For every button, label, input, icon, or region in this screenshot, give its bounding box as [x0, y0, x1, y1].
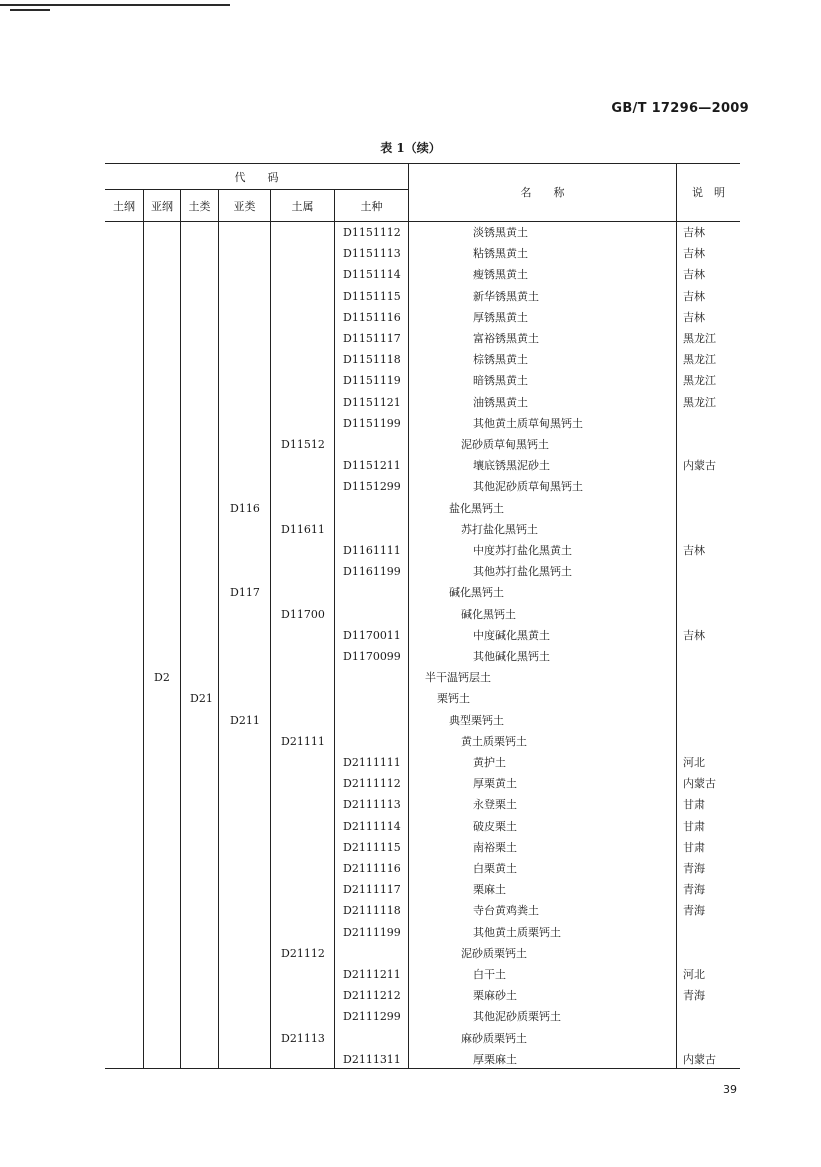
code-cell-c6: D1161199	[343, 565, 401, 579]
scan-mark-2	[10, 9, 50, 11]
table-row	[105, 943, 740, 964]
name-cell: 半干温钙层土	[425, 671, 491, 685]
table-row	[105, 752, 740, 773]
table-caption: 表 1（续）	[380, 141, 441, 155]
code-cell-c6: D2111113	[343, 798, 401, 812]
soil-code-table	[105, 163, 740, 1069]
table-row	[105, 667, 740, 688]
note-cell: 吉林	[683, 289, 705, 303]
table-row	[105, 370, 740, 391]
code-cell-c6: D2111118	[343, 904, 401, 918]
table-row	[105, 816, 740, 837]
code-cell-c6: D1170011	[343, 628, 401, 642]
table-row	[105, 434, 740, 455]
name-cell: 典型栗钙土	[449, 713, 504, 727]
table-row	[105, 498, 740, 519]
name-cell: 中度苏打盐化黑黄土	[473, 544, 572, 557]
code-cell-c5: D21111	[281, 734, 325, 748]
name-cell: 厚栗麻土	[473, 1052, 517, 1066]
table-row	[105, 540, 740, 561]
table-row	[105, 794, 740, 815]
name-cell: 栗麻砂土	[473, 989, 517, 1003]
table-row	[105, 328, 740, 349]
note-cell: 吉林	[683, 268, 705, 282]
code-cell-c6: D2111311	[343, 1052, 401, 1066]
table-row	[105, 731, 740, 752]
name-cell: 黄护土	[473, 756, 506, 769]
code-cell-c6: D1151118	[343, 353, 401, 367]
note-header: 说 明	[692, 186, 725, 199]
note-cell: 河北	[683, 756, 705, 769]
name-cell: 南裕栗土	[473, 840, 517, 854]
table-row	[105, 307, 740, 328]
col-header-subgroup: 亚类	[233, 200, 256, 213]
col-header-series: 土种	[360, 200, 383, 213]
col-header-family: 土属	[291, 200, 314, 213]
code-cell-c6: D2111116	[343, 862, 401, 875]
code-cell-c5: D11611	[281, 522, 325, 536]
note-cell: 吉林	[683, 226, 705, 239]
standard-number: GB/T 17296—2009	[611, 101, 749, 116]
note-cell: 内蒙古	[683, 777, 716, 791]
code-cell-c6: D1151116	[343, 310, 401, 324]
table-row	[105, 1028, 740, 1049]
name-cell: 其他碱化黑钙土	[473, 650, 550, 663]
name-cell: 其他苏打盐化黑钙土	[473, 565, 572, 579]
note-cell: 青海	[683, 883, 705, 897]
note-cell: 吉林	[683, 310, 705, 324]
name-cell: 白栗黄土	[473, 862, 517, 875]
table-row	[105, 900, 740, 921]
note-cell: 甘肃	[683, 798, 705, 812]
code-cell-c6: D2111212	[343, 989, 401, 1003]
table-row	[105, 773, 740, 794]
code-group-header: 代 码	[234, 171, 279, 184]
table-row	[105, 519, 740, 540]
note-cell: 黑龙江	[683, 374, 716, 388]
table-row	[105, 286, 740, 307]
name-cell: 淡锈黑黄土	[473, 226, 528, 239]
name-cell: 碱化黑钙土	[449, 586, 504, 600]
code-cell-c6: D1161111	[343, 544, 401, 557]
code-cell-c5: D11512	[281, 438, 325, 451]
code-cell-c6: D1151119	[343, 374, 401, 388]
name-cell: 麻砂质栗钙土	[461, 1031, 527, 1045]
code-cell-c4: D117	[230, 586, 260, 600]
name-cell: 其他泥砂质草甸黑钙土	[473, 480, 583, 494]
name-cell: 其他黄土质栗钙土	[473, 925, 561, 939]
code-cell-c5: D21112	[281, 946, 325, 960]
code-cell-c5: D11700	[281, 607, 325, 621]
table-row	[105, 858, 740, 879]
table-row	[105, 476, 740, 497]
name-cell: 粘锈黑黄土	[473, 247, 528, 261]
col-header-suborder: 亚纲	[151, 200, 173, 213]
table-row	[105, 243, 740, 264]
note-cell: 内蒙古	[683, 459, 716, 473]
note-cell: 青海	[683, 989, 705, 1003]
code-cell-c6: D2111211	[343, 968, 401, 981]
code-cell-c6: D2111299	[343, 1010, 401, 1024]
table-row	[105, 582, 740, 603]
table-row	[105, 349, 740, 370]
name-cell: 泥砂质草甸黑钙土	[461, 438, 549, 451]
code-cell-c6: D1151211	[343, 459, 401, 473]
table-row	[105, 985, 740, 1006]
note-cell: 黑龙江	[683, 353, 716, 367]
note-cell: 黑龙江	[683, 395, 716, 409]
name-header: 名 称	[520, 186, 565, 199]
note-cell: 吉林	[683, 247, 705, 261]
name-cell: 暗锈黑黄土	[473, 374, 528, 388]
name-cell: 壤底锈黑泥砂土	[473, 459, 550, 473]
name-cell: 厚栗黄土	[473, 777, 517, 791]
table-row	[105, 1006, 740, 1027]
code-cell-c4: D116	[230, 501, 260, 515]
note-cell: 甘肃	[683, 840, 705, 854]
name-cell: 富裕锈黑黄土	[473, 332, 539, 345]
name-cell: 苏打盐化黑钙土	[461, 522, 538, 536]
page-number: 39	[723, 1083, 737, 1096]
name-cell: 盐化黑钙土	[449, 501, 504, 515]
note-cell: 吉林	[683, 628, 705, 642]
name-cell: 碱化黑钙土	[461, 607, 516, 621]
name-cell: 破皮栗土	[473, 819, 517, 833]
name-cell: 寺台黄鸡粪土	[473, 904, 539, 918]
code-cell-c4: D211	[230, 713, 260, 727]
table-row	[105, 837, 740, 858]
name-cell: 泥砂质栗钙土	[461, 946, 527, 960]
note-cell: 黑龙江	[683, 332, 716, 345]
table-row	[105, 922, 740, 943]
table-row	[105, 879, 740, 900]
note-cell: 青海	[683, 862, 705, 875]
code-cell-c6: D2111199	[343, 925, 401, 939]
code-cell-c6: D2111115	[343, 840, 401, 854]
name-cell: 其他黄土质草甸黑钙土	[473, 416, 583, 430]
code-cell-c6: D1151199	[343, 416, 401, 430]
table-row	[105, 561, 740, 582]
note-cell: 河北	[683, 968, 705, 981]
table-row	[105, 604, 740, 625]
name-cell: 栗麻土	[473, 883, 506, 897]
code-cell-c6: D1151299	[343, 480, 401, 494]
note-cell: 甘肃	[683, 819, 705, 833]
name-cell: 白干土	[473, 968, 506, 981]
table-row	[105, 710, 740, 731]
code-cell-c6: D2111111	[343, 756, 401, 769]
code-cell-c2: D2	[154, 671, 170, 685]
code-cell-c6: D1151112	[343, 226, 401, 239]
code-cell-c6: D1151114	[343, 268, 401, 282]
name-cell: 中度碱化黑黄土	[473, 628, 550, 642]
name-cell: 黄土质栗钙土	[461, 734, 527, 748]
name-cell: 栗钙土	[437, 692, 470, 706]
name-cell: 油锈黑黄土	[473, 395, 528, 409]
table-row	[105, 688, 740, 709]
code-cell-c5: D21113	[281, 1031, 325, 1045]
note-cell: 内蒙古	[683, 1052, 716, 1066]
code-cell-c6: D1151117	[343, 332, 401, 345]
table-row	[105, 1049, 740, 1070]
table-row	[105, 264, 740, 285]
table-row	[105, 392, 740, 413]
name-cell: 厚锈黑黄土	[473, 310, 528, 324]
code-cell-c6: D1151113	[343, 247, 401, 261]
note-cell: 吉林	[683, 544, 705, 557]
table-row	[105, 646, 740, 667]
name-cell: 永登栗土	[473, 798, 517, 812]
name-cell: 棕锈黑黄土	[473, 353, 528, 367]
table-row	[105, 625, 740, 646]
code-cell-c6: D2111112	[343, 777, 401, 791]
code-cell-c6: D1151121	[343, 395, 401, 409]
name-cell: 其他泥砂质栗钙土	[473, 1010, 561, 1024]
col-header-group: 土类	[188, 200, 211, 213]
name-cell: 新华锈黑黄土	[473, 289, 539, 303]
code-cell-c6: D1170099	[343, 650, 401, 663]
name-cell: 瘦锈黑黄土	[473, 268, 528, 282]
code-cell-c6: D2111114	[343, 819, 401, 833]
code-cell-c6: D1151115	[343, 289, 401, 303]
scan-mark	[0, 4, 230, 6]
code-cell-c3: D21	[190, 692, 213, 706]
table-row	[105, 964, 740, 985]
table-row	[105, 222, 740, 243]
table-row	[105, 455, 740, 476]
col-header-order: 土纲	[113, 200, 135, 213]
note-cell: 青海	[683, 904, 705, 918]
table-row	[105, 413, 740, 434]
code-cell-c6: D2111117	[343, 883, 401, 897]
